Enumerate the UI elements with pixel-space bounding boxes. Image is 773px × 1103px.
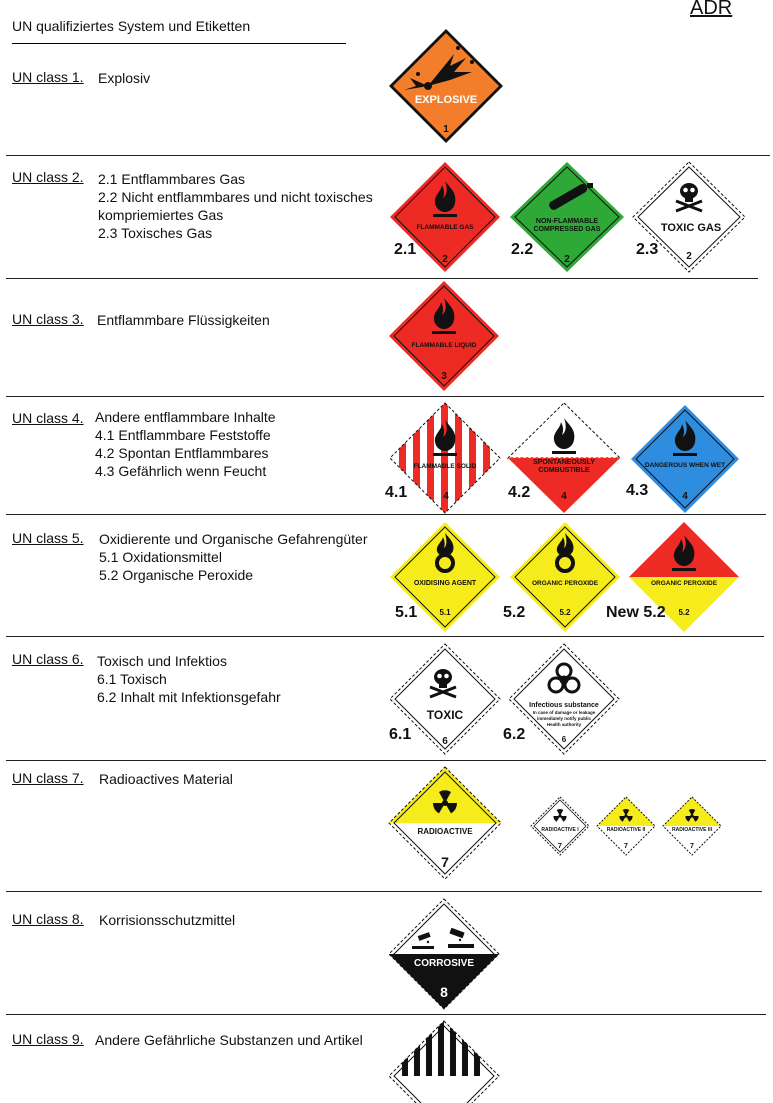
row-divider [6,636,764,637]
page-title: UN qualifiziertes System und Etiketten [12,18,251,34]
flammable-liquid-text: FLAMMABLE LIQUID [411,342,477,349]
class-1-title: Explosiv [98,70,151,86]
class-2-line: 2.1 Entflammbares Gas [98,171,246,187]
class-6-description [97,652,281,706]
radioactive-ii-label [596,796,656,856]
class-7-title: Radioactives Material [99,771,233,787]
radioactive-label [388,766,502,880]
class-4-line: 4.1 Entflammbare Feststoffe [95,427,271,443]
class-6-line: 6.1 Toxisch [97,671,167,687]
class-9-title: Andere Gefährliche Substanzen und Artikel [95,1032,363,1048]
sub-6-1: 6.1 [389,726,412,743]
organic-peroxide-label [509,521,621,633]
class-6-line: Toxisch und Infektios [97,653,227,669]
infectious-small-3: Health authority [546,722,582,727]
class-2-line: 2.3 Toxisches Gas [98,225,213,241]
row-divider [6,760,766,761]
class-5-label: UN class 5. [12,530,84,546]
class-5-line: Oxidierente und Organische Gefahrengüter [99,531,368,547]
peroxide-number: 5.2 [559,608,571,617]
radioactive-iii-label [662,796,722,856]
explosive-number: 1 [443,124,449,135]
class-1-label: UN class 1. [12,69,84,85]
class-4-line: 4.3 Gefährlich wenn Feucht [95,463,267,479]
class-9-label: UN class 9. [12,1031,84,1047]
row-divider [6,891,762,892]
flammable-solid-number: 4 [443,491,449,502]
class-2-line: 2.2 Nicht entflammbares und nicht toxisches [98,189,373,205]
toxic-gas-number: 2 [686,251,692,262]
infectious-small-2: immediately notify public [536,716,592,721]
radioactive-text: RADIOACTIVE [417,827,473,836]
wet-text: DANGEROUS WHEN WET [644,462,726,469]
radioactive-i-number: 7 [558,843,562,850]
class-3-title: Entflammbare Flüssigkeiten [97,312,270,328]
class-3-label: UN class 3. [12,311,84,327]
class-2-label: UN class 2. [12,169,84,185]
explosive-text: EXPLOSIVE [414,94,478,106]
infectious-number: 6 [561,735,567,744]
peroxide-text: ORGANIC PEROXIDE [531,580,599,587]
sub-4-1: 4.1 [385,484,408,501]
spontaneous-text-2: COMBUSTIBLE [538,467,590,474]
peroxide-new-number: 5.2 [678,608,690,617]
flammable-gas-number: 2 [442,254,448,265]
row-divider [6,278,758,279]
radioactive-i-text: RADIOACTIVE I [541,827,579,833]
radioactive-number: 7 [441,854,449,870]
class-5-line: 5.2 Organische Peroxide [99,567,254,583]
flammable-solid-text: FLAMMABLE SOLID [413,463,477,470]
toxic-text: TOXIC [426,708,464,722]
sub-2-2: 2.2 [511,241,534,258]
corrosive-label [388,898,500,1010]
toxic-gas-text: TOXIC GAS [660,222,722,234]
row-divider [6,1014,766,1015]
radioactive-ii-text: RADIOACTIVE II [606,827,646,833]
sub-5-2: 5.2 [503,604,526,621]
explosive-label [388,28,504,144]
sub-4-3: 4.3 [626,482,649,499]
row-divider [6,514,766,515]
class-6-line: 6.2 Inhalt mit Infektionsgefahr [97,689,281,705]
spontaneous-number: 4 [561,491,567,502]
class-8-label: UN class 8. [12,911,84,927]
infectious-text: Infectious substance [529,702,599,709]
oxidising-text: OXIDISING AGENT [413,580,477,587]
toxic-number: 6 [442,736,448,747]
wet-number: 4 [682,491,688,502]
spontaneous-text-1: SPONTANEOUSLY [533,459,595,466]
class-4-label: UN class 4. [12,410,84,426]
non-flammable-number: 2 [564,254,570,265]
class-6-label: UN class 6. [12,651,84,667]
class-4-line: Andere entflammbare Inhalte [95,409,276,425]
radioactive-ii-number: 7 [624,843,628,850]
oxidising-number: 5.1 [439,608,451,617]
sub-4-2: 4.2 [508,484,531,501]
non-flammable-text-2: COMPRESSED GAS [533,226,601,233]
row-divider [6,155,770,156]
title-underline [12,43,346,44]
row-divider [6,396,764,397]
adr-label: ADR [690,0,733,19]
corrosive-number: 8 [440,984,448,1000]
sub-5-1: 5.1 [395,604,418,621]
radioactive-iii-text: RADIOACTIVE III [671,827,713,833]
class-4-description [95,408,276,480]
class-5-description [99,530,368,584]
infectious-small-1: In case of damage or leakage [532,710,596,715]
sub-5-2-new: New 5.2 [606,604,666,621]
class-4-line: 4.2 Spontan Entflammbares [95,445,269,461]
class-7-label: UN class 7. [12,770,84,786]
radioactive-i-label [530,796,590,856]
corrosive-text: CORROSIVE [413,958,475,969]
miscellaneous-label [388,1020,500,1103]
class-2-line: kompriemiertes Gas [98,207,224,223]
class-2-description [98,170,373,242]
class-5-line: 5.1 Oxidationsmittel [99,549,222,565]
radioactive-iii-number: 7 [690,843,694,850]
flammable-gas-text: FLAMMABLE GAS [416,224,474,231]
sub-2-1: 2.1 [394,241,417,258]
non-flammable-text-1: NON-FLAMMABLE [535,218,599,225]
class-8-title: Korrisionsschutzmittel [99,912,236,928]
sub-2-3: 2.3 [636,241,659,258]
sub-6-2: 6.2 [503,726,526,743]
flammable-liquid-label [388,280,500,392]
peroxide-new-text: ORGANIC PEROXIDE [650,580,718,587]
flammable-liquid-number: 3 [441,371,447,382]
